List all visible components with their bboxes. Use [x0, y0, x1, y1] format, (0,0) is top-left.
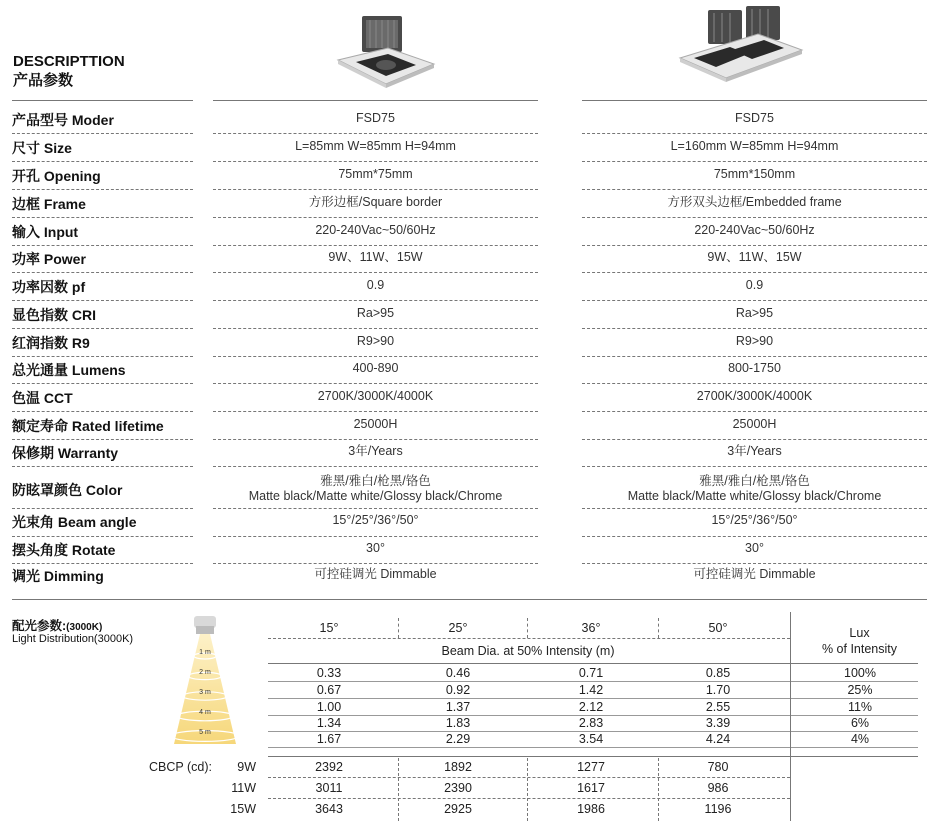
distribution-vline — [658, 758, 659, 821]
spec-value: FSD75 — [356, 111, 395, 125]
spec-value: 400-890 — [352, 361, 399, 375]
cone-distance-label: 5 m — [199, 729, 211, 736]
spec-value-en: Matte black/Matte white/Glossy black/Chrome — [248, 489, 503, 503]
intensity-header: % of Intensity — [821, 642, 898, 656]
col2-top-rule — [582, 100, 927, 101]
intensity-percent-cell: 100% — [844, 666, 876, 680]
intensity-percent-cell: 11% — [847, 700, 873, 714]
distribution-vline — [527, 618, 528, 638]
spec-value: 25000H — [353, 417, 398, 431]
spec-label: 总光通量 Lumens — [12, 362, 126, 378]
spec-value: Ra>95 — [356, 306, 395, 320]
row-divider — [582, 300, 927, 301]
distribution-row-line — [268, 681, 918, 682]
row-divider — [12, 245, 193, 246]
row-divider — [213, 356, 538, 357]
row-divider — [582, 411, 927, 412]
beam-diameter-cell: 0.85 — [705, 666, 731, 680]
row-divider — [12, 161, 193, 162]
spec-value: R9>90 — [735, 334, 774, 348]
distribution-vline — [790, 612, 791, 821]
spec-value: 方形双头边框/Embedded frame — [667, 195, 842, 209]
intensity-percent-cell: 25% — [847, 683, 873, 697]
cbcp-wattage: 9W — [237, 760, 256, 774]
distribution-subtitle: Light Distribution(3000K) — [12, 633, 134, 645]
row-divider — [213, 411, 538, 412]
spec-label: 开孔 Opening — [12, 168, 101, 184]
beam-diameter-cell: 4.24 — [705, 732, 731, 746]
spec-value-cn: 雅黑/雅白/枪黑/铬色 — [699, 474, 810, 488]
row-divider — [12, 563, 193, 564]
cbcp-value-cell: 1986 — [577, 802, 605, 816]
row-divider — [582, 133, 927, 134]
spec-value: 25000H — [732, 417, 777, 431]
beam-diameter-cell: 2.55 — [705, 700, 731, 714]
distribution-hline — [268, 777, 790, 778]
row-divider — [213, 189, 538, 190]
spec-label: 防眩罩颜色 Color — [12, 482, 123, 498]
row-divider — [12, 439, 193, 440]
row-divider — [12, 466, 193, 467]
distribution-vline — [398, 758, 399, 821]
cone-distance-label: 2 m — [199, 669, 211, 676]
distribution-vline — [398, 618, 399, 638]
row-divider — [12, 272, 193, 273]
beam-diameter-cell: 0.71 — [578, 666, 604, 680]
beam-diameter-cell: 1.83 — [445, 716, 471, 730]
cone-distance-label: 4 m — [199, 709, 211, 716]
row-divider — [12, 508, 193, 509]
row-divider — [12, 356, 193, 357]
spec-value: 15°/25°/36°/50° — [711, 513, 798, 527]
spec-label: 摆头角度 Rotate — [12, 542, 116, 558]
row-divider — [213, 217, 538, 218]
distribution-hline — [268, 798, 790, 799]
spec-value: 9W、11W、15W — [328, 250, 423, 264]
spec-value-en: Matte black/Matte white/Glossy black/Chrome — [627, 489, 882, 503]
row-divider — [12, 536, 193, 537]
row-divider — [582, 217, 927, 218]
spec-value: 2700K/3000K/4000K — [317, 389, 434, 403]
spec-value: 0.9 — [745, 278, 764, 292]
cbcp-value-cell: 2925 — [444, 802, 472, 816]
distribution-hline — [268, 663, 918, 664]
beam-caption: Beam Dia. at 50% Intensity (m) — [441, 644, 615, 658]
cone-distance-label: 1 m — [199, 649, 211, 656]
row-divider — [12, 328, 193, 329]
spec-label: 尺寸 Size — [12, 140, 72, 156]
spec-value: 9W、11W、15W — [707, 250, 802, 264]
beam-diameter-cell: 1.42 — [578, 683, 604, 697]
beam-diameter-cell: 1.67 — [316, 732, 342, 746]
spec-value: 0.9 — [366, 278, 385, 292]
row-divider — [12, 133, 193, 134]
row-divider — [213, 439, 538, 440]
beam-angle-header: 15° — [319, 621, 339, 635]
cbcp-value-cell: 780 — [707, 760, 729, 774]
intensity-percent-cell: 4% — [850, 732, 870, 746]
beam-diameter-cell: 1.70 — [705, 683, 731, 697]
row-divider — [582, 161, 927, 162]
spec-value: 220-240Vac~50/60Hz — [694, 223, 815, 237]
row-divider — [12, 383, 193, 384]
spec-label: 功率 Power — [12, 251, 86, 267]
spec-value: Ra>95 — [735, 306, 774, 320]
row-divider — [213, 161, 538, 162]
spec-label: 红润指数 R9 — [12, 335, 90, 351]
row-divider — [582, 439, 927, 440]
row-divider — [582, 466, 927, 467]
heading-en: DESCRIPTTION — [13, 53, 125, 70]
distribution-vline — [527, 758, 528, 821]
cbcp-value-cell: 1277 — [577, 760, 605, 774]
row-divider — [582, 245, 927, 246]
light-cone-diagram — [170, 616, 240, 752]
distribution-title-cn: 配光参数: — [12, 619, 67, 633]
spec-value: L=85mm W=85mm H=94mm — [295, 139, 456, 153]
beam-diameter-cell: 2.29 — [445, 732, 471, 746]
spec-value: R9>90 — [356, 334, 395, 348]
row-divider — [213, 328, 538, 329]
spec-value: 3年/Years — [348, 444, 403, 458]
row-divider — [12, 189, 193, 190]
row-divider — [582, 356, 927, 357]
beam-diameter-cell: 1.37 — [445, 700, 471, 714]
spec-value: 可控硅调光 Dimmable — [693, 567, 816, 581]
cbcp-value-cell: 3011 — [315, 781, 343, 795]
spec-label: 保修期 Warranty — [12, 445, 119, 461]
row-divider — [582, 383, 927, 384]
row-divider — [213, 383, 538, 384]
beam-diameter-cell: 1.34 — [316, 716, 342, 730]
row-divider — [213, 133, 538, 134]
row-divider — [213, 245, 538, 246]
col1-top-rule — [213, 100, 538, 101]
distribution-hline — [268, 638, 790, 639]
spec-label: 产品型号 Moder — [12, 112, 114, 128]
row-divider — [12, 217, 193, 218]
spec-label: 边框 Frame — [12, 196, 86, 212]
spec-value: 75mm*150mm — [713, 167, 796, 181]
spec-label: 光束角 Beam angle — [12, 514, 137, 530]
spec-label: 功率因数 pf — [12, 279, 86, 295]
row-divider — [582, 563, 927, 564]
beam-angle-header: 36° — [581, 621, 601, 635]
spec-value: 30° — [745, 541, 764, 555]
cbcp-label: CBCP (cd): — [149, 760, 212, 774]
single-square-downlight-icon — [330, 12, 440, 90]
distribution-title — [12, 616, 102, 634]
row-divider — [12, 411, 193, 412]
spec-label: 色温 CCT — [12, 390, 73, 406]
spec-value: 可控硅调光 Dimmable — [314, 567, 437, 581]
beam-diameter-cell: 0.33 — [316, 666, 342, 680]
cbcp-value-cell: 1196 — [704, 802, 732, 816]
spec-value: 2700K/3000K/4000K — [696, 389, 813, 403]
beam-diameter-cell: 0.46 — [445, 666, 471, 680]
heading-rule — [12, 100, 193, 101]
spec-bottom-rule — [12, 599, 927, 600]
spec-value: 220-240Vac~50/60Hz — [315, 223, 436, 237]
beam-diameter-cell: 1.00 — [316, 700, 342, 714]
spec-value: FSD75 — [735, 111, 774, 125]
cbcp-wattage: 11W — [231, 781, 256, 795]
beam-diameter-cell: 0.92 — [445, 683, 471, 697]
beam-angle-header: 25° — [448, 621, 468, 635]
row-divider — [582, 536, 927, 537]
cone-distance-label: 3 m — [199, 689, 211, 696]
row-divider — [213, 466, 538, 467]
row-divider — [213, 536, 538, 537]
spec-value: 3年/Years — [727, 444, 782, 458]
cbcp-value-cell: 3643 — [315, 802, 343, 816]
cbcp-value-cell: 986 — [707, 781, 729, 795]
page-heading — [13, 52, 125, 90]
row-divider — [213, 508, 538, 509]
double-square-downlight-icon — [676, 4, 806, 88]
spec-label: 调光 Dimming — [12, 568, 104, 584]
lux-header: Lux — [849, 626, 870, 640]
distribution-row-line — [268, 747, 918, 748]
beam-diameter-cell: 2.83 — [578, 716, 604, 730]
cbcp-value-cell: 1617 — [577, 781, 605, 795]
spec-value-cn: 雅黑/雅白/枪黑/铬色 — [320, 474, 431, 488]
spec-label: 输入 Input — [12, 224, 79, 240]
cbcp-value-cell: 1892 — [444, 760, 472, 774]
beam-diameter-cell: 2.12 — [578, 700, 604, 714]
row-divider — [213, 300, 538, 301]
spec-value: 75mm*75mm — [338, 167, 413, 181]
distribution-vline — [658, 618, 659, 638]
spec-value: 800-1750 — [728, 361, 781, 375]
distribution-title-cct: (3000K) — [66, 622, 103, 633]
row-divider — [12, 300, 193, 301]
spec-label: 额定寿命 Rated lifetime — [12, 418, 164, 434]
beam-angle-header: 50° — [708, 621, 728, 635]
spec-label: 显色指数 CRI — [12, 307, 96, 323]
row-divider — [582, 189, 927, 190]
heading-cn: 产品参数 — [13, 72, 74, 89]
beam-diameter-cell: 0.67 — [316, 683, 342, 697]
distribution-row-line — [268, 698, 918, 699]
cbcp-value-cell: 2390 — [444, 781, 472, 795]
distribution-hline — [268, 756, 918, 757]
cbcp-value-cell: 2392 — [315, 760, 343, 774]
row-divider — [213, 272, 538, 273]
spec-value: 30° — [366, 541, 385, 555]
cbcp-wattage: 15W — [230, 802, 256, 816]
spec-value: 15°/25°/36°/50° — [332, 513, 419, 527]
row-divider — [582, 508, 927, 509]
row-divider — [582, 272, 927, 273]
intensity-percent-cell: 6% — [850, 716, 870, 730]
row-divider — [213, 563, 538, 564]
spec-value: 方形边框/Square border — [308, 195, 443, 209]
beam-diameter-cell: 3.54 — [578, 732, 604, 746]
spec-value: L=160mm W=85mm H=94mm — [670, 139, 839, 153]
beam-diameter-cell: 3.39 — [705, 716, 731, 730]
row-divider — [582, 328, 927, 329]
